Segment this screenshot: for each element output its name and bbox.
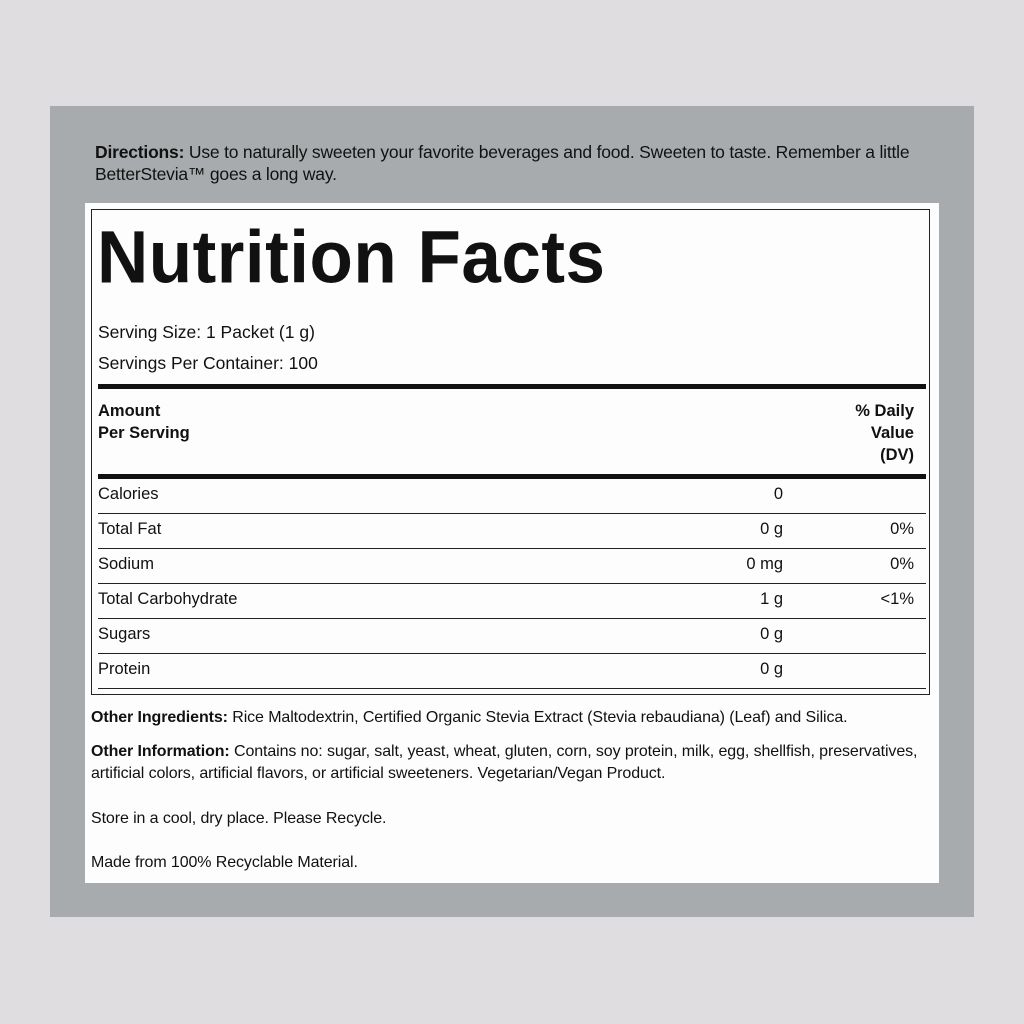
nutrient-amount: 0 g (760, 520, 783, 538)
directions-label: Directions: (95, 142, 185, 162)
header-amount: Amount (98, 402, 161, 420)
other-information (91, 741, 921, 785)
nutrient-name: Protein (98, 660, 151, 678)
header-daily: % Daily (855, 402, 914, 420)
thick-divider-top (98, 384, 926, 389)
nutrient-dv: 0% (890, 555, 914, 573)
thick-divider-header (98, 474, 926, 479)
other-ingredients-text: Rice Maltodextrin, Certified Organic Stevia Extract (Stevia rebaudiana) (Leaf) and Silica. (227, 709, 848, 726)
directions-body: Use to naturally sweeten your favorite beverages and food. Sweeten to taste. Remember a little BetterStevia™ goes a long way. (95, 142, 910, 184)
row-divider (98, 618, 926, 619)
nutrient-name: Total Carbohydrate (98, 590, 238, 608)
nutrient-name: Calories (98, 485, 159, 503)
nutrient-name: Total Fat (98, 520, 162, 538)
directions-text (95, 141, 925, 185)
daily-value-header (855, 400, 914, 466)
nutrient-amount: 0 mg (746, 555, 783, 573)
header-per-serving: Per Serving (98, 424, 190, 442)
nutrient-name: Sodium (98, 555, 154, 573)
nutrient-dv: 0% (890, 520, 914, 538)
storage-note: Store in a cool, dry place. Please Recycle. (91, 810, 387, 827)
row-divider (98, 583, 926, 584)
other-ingredients (91, 707, 921, 729)
nutrient-amount: 0 (773, 485, 783, 503)
nutrient-amount: 0 g (760, 625, 783, 643)
nutrient-amount: 1 g (760, 590, 783, 608)
header-dv: (DV) (880, 446, 914, 464)
other-information-label: Other Information: (91, 743, 230, 760)
other-information-text: Contains no: sugar, salt, yeast, wheat, gluten, corn, soy protein, milk, egg, shellfish, preservatives, artificial colors, artificial flavors, or artificial sweeteners. Vegetarian/Vegan Product. (91, 743, 918, 782)
nutrient-amount: 0 g (760, 660, 783, 678)
material-note: Made from 100% Recyclable Material. (91, 854, 358, 871)
nutrient-dv: <1% (880, 590, 914, 608)
nutrient-name: Sugars (98, 625, 151, 643)
row-divider (98, 513, 926, 514)
amount-per-serving-header (98, 400, 190, 444)
serving-size: Serving Size: 1 Packet (1 g) (98, 322, 315, 342)
header-value: Value (870, 424, 914, 442)
servings-per-container: Servings Per Container: 100 (98, 353, 318, 373)
nutrition-facts-title: Nutrition Facts (97, 217, 606, 300)
row-divider (98, 653, 926, 654)
other-ingredients-label: Other Ingredients: (91, 709, 228, 726)
row-divider (98, 548, 926, 549)
row-divider (98, 688, 926, 689)
